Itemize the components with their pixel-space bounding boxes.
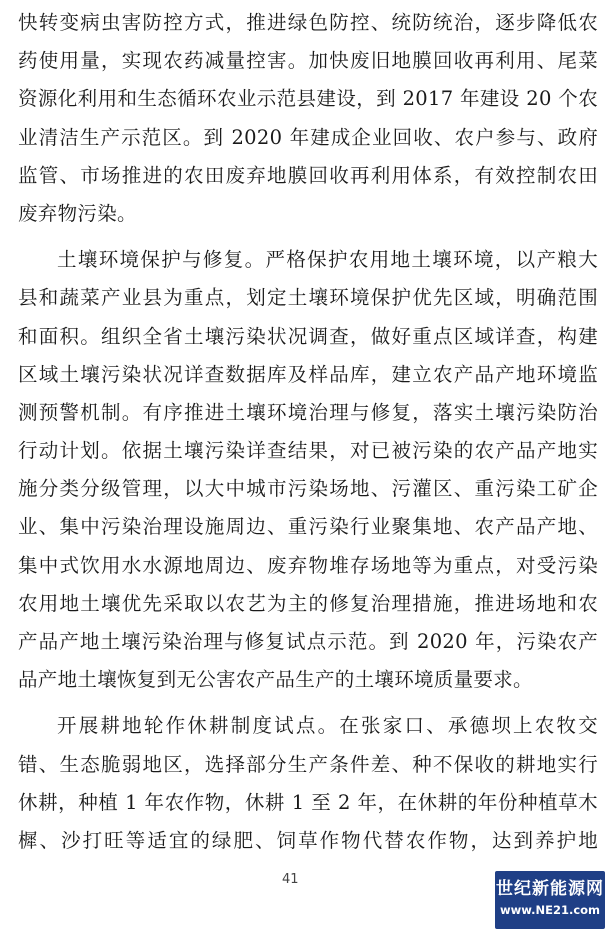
text-line: 品产地土壤恢复到无公害农产品生产的土壤环境质量要求。	[18, 668, 533, 692]
text-line: 开展耕地轮作休耕制度试点。在张家口、承德坝上农牧交	[57, 714, 598, 738]
text-line: 监管、市场推进的农田废弃地膜回收再利用体系，有效控制农田	[18, 163, 598, 187]
text-line: 土壤环境保护与修复。严格保护农用地土壤环境，以产粮大	[57, 248, 598, 272]
paragraph-2	[18, 241, 598, 699]
text-line: 测预警机制。有序推进土壤环境治理与修复，落实土壤污染防治	[18, 400, 598, 424]
text-line: 废弃物污染。	[18, 201, 137, 225]
site-watermark-logo	[495, 871, 605, 929]
watermark-site-url: www.NE21.com	[499, 903, 601, 917]
text-line: 产品产地土壤污染治理与修复试点示范。到 2020 年，污染农产	[18, 630, 598, 653]
page-number: 41	[282, 872, 299, 887]
text-line: 药使用量，实现农药减量控害。加快废旧地膜回收再利用、尾菜	[18, 49, 598, 73]
text-line: 业清洁生产示范区。到 2020 年建成企业回收、农户参与、政府	[18, 125, 598, 149]
text-line: 农用地土壤优先采取以农艺为主的修复治理措施，推进场地和农	[18, 591, 598, 615]
paragraph-3	[18, 707, 598, 860]
watermark-site-name: 世纪新能源网	[496, 879, 604, 899]
paragraph-1	[18, 4, 598, 233]
text-line: 和面积。组织全省土壤污染状况调查，做好重点区域详查，构建	[18, 324, 598, 348]
text-line: 区域土壤污染状况详查数据库及样品库，建立农产品产地环境监	[18, 362, 598, 386]
text-line: 集中式饮用水水源地周边、废弃物堆存场地等为重点，对受污染	[18, 553, 598, 577]
text-line: 资源化利用和生态循环农业示范县建设，到 2017 年建设 20 个农	[18, 87, 598, 111]
text-line: 县和蔬菜产业县为重点，划定土壤环境保护优先区域，明确范围	[18, 286, 598, 310]
text-line: 业、集中污染治理设施周边、重污染行业聚集地、农产品产地、	[18, 515, 598, 539]
text-line: 休耕，种植 1 年农作物，休耕 1 至 2 年，在休耕的年份种植草木	[18, 790, 598, 814]
text-line: 快转变病虫害防控方式，推进绿色防控、统防统治，逐步降低农	[18, 11, 598, 34]
document-body	[18, 4, 598, 868]
text-line: 樨、沙打旺等适宜的绿肥、饲草作物代替农作物，达到养护地	[18, 828, 598, 852]
text-line: 施分类分级管理，以大中城市污染场地、污灌区、重污染工矿企	[18, 477, 598, 501]
text-line: 行动计划。依据土壤污染详查结果，对已被污染的农产品产地实	[18, 439, 598, 463]
text-line: 错、生态脆弱地区，选择部分生产条件差、种不保收的耕地实行	[18, 752, 598, 776]
